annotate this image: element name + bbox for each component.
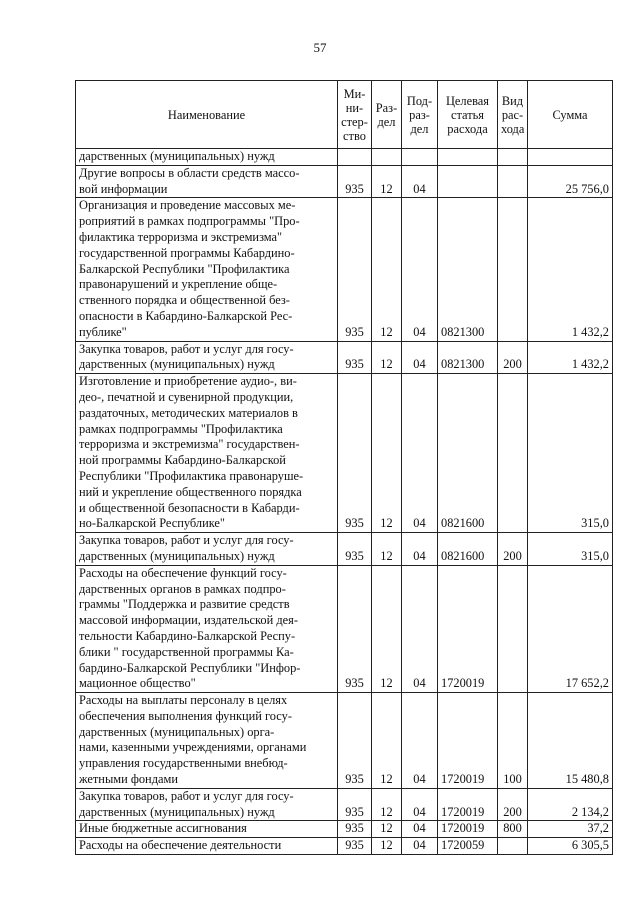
table-row (76, 533, 613, 566)
header-expense-type: Вид рас- хода (498, 81, 528, 149)
cell-expense-type: 200 (498, 533, 528, 566)
cell-name: Изготовление и приобретение аудио-, ви- део-, печатной и сувенирной продукции, раздаточных, методических материалов в рамках подпрограммы "Профилактика терроризма и экстремизма" государствен- ной программы Кабардино-Балкарской Республики "Профилактика правонаруше- ний и укрепление общественного порядка и общественной безопасности в Кабарди- но-Балкарской Республике" (76, 374, 338, 533)
table-row (76, 788, 613, 821)
table-row (76, 821, 613, 838)
header-ministry: Ми- ни- стер- ство (338, 81, 372, 149)
cell-subsection (402, 149, 438, 166)
cell-amount: 1 432,2 (528, 198, 613, 341)
cell-expense-type (498, 838, 528, 855)
cell-section: 12 (372, 693, 402, 789)
cell-target (438, 165, 498, 198)
cell-expense-type: 800 (498, 821, 528, 838)
cell-name: Закупка товаров, работ и услуг для госу- дарственных (муниципальных) нужд (76, 341, 338, 374)
cell-name: Расходы на обеспечение функций госу- дарственных органов в рамках подпро- граммы "Поддержка и развитие средств массовой информации, издательской дея- тельности Кабардино-Балкарской Респу- блики " государственной программы Ка- бардино-Балкарской Республики "Инфор- мационное общество" (76, 565, 338, 692)
cell-section: 12 (372, 341, 402, 374)
cell-target: 0821600 (438, 533, 498, 566)
cell-amount: 315,0 (528, 533, 613, 566)
cell-expense-type (498, 565, 528, 692)
table-row (76, 565, 613, 692)
cell-subsection: 04 (402, 165, 438, 198)
cell-expense-type (498, 149, 528, 166)
cell-section: 12 (372, 565, 402, 692)
cell-target: 0821600 (438, 374, 498, 533)
cell-subsection: 04 (402, 788, 438, 821)
table-header (76, 81, 613, 149)
cell-section: 12 (372, 821, 402, 838)
cell-section: 12 (372, 198, 402, 341)
cell-amount: 2 134,2 (528, 788, 613, 821)
table-row (76, 374, 613, 533)
cell-amount: 315,0 (528, 374, 613, 533)
cell-amount: 6 305,5 (528, 838, 613, 855)
table-row (76, 198, 613, 341)
cell-target: 1720019 (438, 788, 498, 821)
cell-target: 1720019 (438, 821, 498, 838)
cell-target: 1720019 (438, 693, 498, 789)
cell-ministry: 935 (338, 341, 372, 374)
cell-section: 12 (372, 838, 402, 855)
table-row (76, 341, 613, 374)
page-number: 57 (313, 40, 327, 55)
cell-target: 0821300 (438, 341, 498, 374)
cell-ministry: 935 (338, 374, 372, 533)
cell-section (372, 149, 402, 166)
cell-subsection: 04 (402, 821, 438, 838)
cell-ministry: 935 (338, 693, 372, 789)
cell-name: Расходы на выплаты персоналу в целях обеспечения выполнения функций госу- дарственных (муниципальных) орга- нами, казенными учреждениями, органами управления государственными внебюд- жетными фондами (76, 693, 338, 789)
cell-expense-type: 200 (498, 341, 528, 374)
header-amount: Сумма (528, 81, 613, 149)
cell-expense-type (498, 165, 528, 198)
cell-amount: 1 432,2 (528, 341, 613, 374)
cell-ministry: 935 (338, 165, 372, 198)
table-row (76, 838, 613, 855)
budget-table (75, 80, 613, 855)
cell-target: 1720019 (438, 565, 498, 692)
table-body (76, 149, 613, 855)
cell-subsection: 04 (402, 341, 438, 374)
cell-name: Организация и проведение массовых ме- роприятий в рамках подпрограммы "Про- филактика терроризма и экстремизма" государственной программы Кабардино- Балкарской Республики "Профилактика правонарушений и укрепление обще- ственного порядка и общественной без- опасности в Кабардино-Балкарской Рес- публике" (76, 198, 338, 341)
header-subsection: Под- раз- дел (402, 81, 438, 149)
cell-target: 1720059 (438, 838, 498, 855)
cell-subsection: 04 (402, 198, 438, 341)
header-target: Целевая статья расхода (438, 81, 498, 149)
cell-ministry (338, 149, 372, 166)
cell-ministry: 935 (338, 838, 372, 855)
cell-section: 12 (372, 165, 402, 198)
cell-subsection: 04 (402, 374, 438, 533)
table-row (76, 693, 613, 789)
cell-amount: 17 652,2 (528, 565, 613, 692)
cell-amount: 15 480,8 (528, 693, 613, 789)
cell-subsection: 04 (402, 565, 438, 692)
header-section: Раз- дел (372, 81, 402, 149)
cell-ministry: 935 (338, 198, 372, 341)
cell-target: 0821300 (438, 198, 498, 341)
cell-section: 12 (372, 788, 402, 821)
cell-subsection: 04 (402, 838, 438, 855)
cell-ministry: 935 (338, 533, 372, 566)
cell-name: Закупка товаров, работ и услуг для госу- дарственных (муниципальных) нужд (76, 533, 338, 566)
cell-ministry: 935 (338, 788, 372, 821)
cell-expense-type: 100 (498, 693, 528, 789)
cell-subsection: 04 (402, 693, 438, 789)
cell-amount (528, 149, 613, 166)
table-row (76, 149, 613, 166)
cell-section: 12 (372, 533, 402, 566)
cell-section: 12 (372, 374, 402, 533)
cell-ministry: 935 (338, 821, 372, 838)
cell-ministry: 935 (338, 565, 372, 692)
cell-subsection: 04 (402, 533, 438, 566)
cell-expense-type: 200 (498, 788, 528, 821)
cell-name: Закупка товаров, работ и услуг для госу- дарственных (муниципальных) нужд (76, 788, 338, 821)
cell-expense-type (498, 374, 528, 533)
cell-expense-type (498, 198, 528, 341)
header-name: Наименование (76, 81, 338, 149)
cell-name: Другие вопросы в области средств массо- вой информации (76, 165, 338, 198)
cell-amount: 25 756,0 (528, 165, 613, 198)
cell-amount: 37,2 (528, 821, 613, 838)
cell-name: Иные бюджетные ассигнования (76, 821, 338, 838)
cell-target (438, 149, 498, 166)
cell-name: Расходы на обеспечение деятельности (76, 838, 338, 855)
cell-name: дарственных (муниципальных) нужд (76, 149, 338, 166)
table-row (76, 165, 613, 198)
